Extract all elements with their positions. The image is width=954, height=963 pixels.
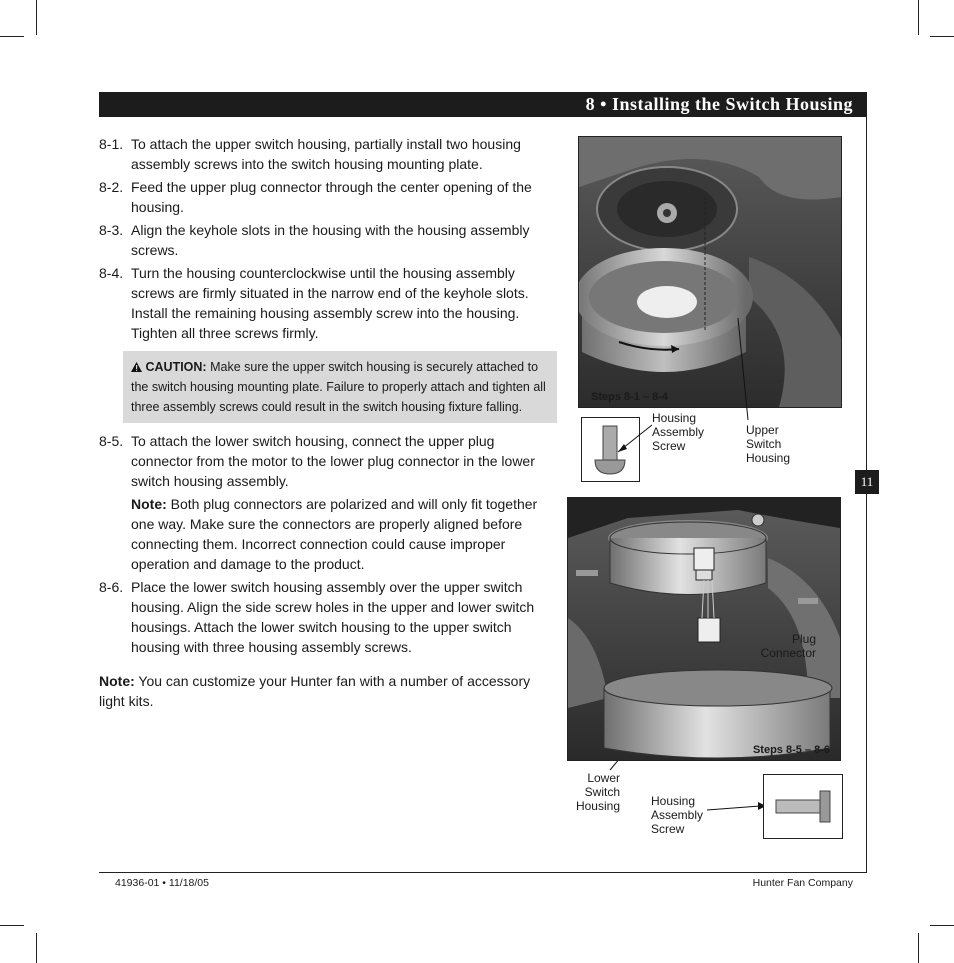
- note-label: Note:: [99, 673, 135, 689]
- figure-steps-5-6: [567, 497, 841, 761]
- step-number: 8-6.: [99, 579, 124, 595]
- label-housing-assembly-screw: Housing Assembly Screw: [652, 411, 705, 453]
- crop-mark: [36, 0, 37, 35]
- label-lower-switch-housing: Lower Switch Housing: [575, 771, 620, 813]
- step-number: 8-1.: [99, 136, 124, 152]
- section-title: 8 • Installing the Switch Housing: [585, 94, 853, 114]
- instructions: [99, 134, 557, 711]
- figure-steps-1-4: [578, 136, 842, 408]
- step-item: [99, 577, 557, 657]
- crop-mark: [918, 0, 919, 35]
- crop-mark: [930, 36, 954, 37]
- screw-detail: [763, 774, 843, 839]
- step-number: 8-4.: [99, 265, 124, 281]
- section-header: [99, 92, 867, 117]
- step-number: 8-3.: [99, 222, 124, 238]
- figure-illustration: [579, 137, 841, 407]
- crop-mark: [0, 36, 24, 37]
- step-text: Turn the housing counterclockwise until the housing assembly screws are firmly situated in the narrow end of the keyhole slots. Install the remaining housing assembly screw into the housing. Tighten all three screws firmly.: [131, 265, 529, 341]
- step-item: [99, 431, 557, 491]
- warning-triangle-icon: [131, 362, 142, 372]
- step-text: Place the lower switch housing assembly over the upper switch housing. Align the side screw holes in the upper and lower switch housings. Attach the lower switch housing to the upper switch housing with three housing assembly screws.: [131, 579, 535, 655]
- screw-icon: [582, 418, 639, 481]
- step-item: [99, 220, 557, 260]
- step-item: [99, 177, 557, 217]
- note-text: Both plug connectors are polarized and will only fit together one way. Make sure the connectors are properly aligned before connecting them. Incorrect connection could cause improper operation and damage to the product.: [131, 496, 538, 572]
- step-item: [99, 134, 557, 174]
- step-note: [131, 494, 557, 574]
- figure-caption: Steps 8-5 – 8-6: [752, 744, 830, 756]
- figure-illustration: [568, 498, 840, 760]
- step-text: To attach the lower switch housing, connect the upper plug connector from the motor to the lower plug connector in the lower switch housing assembly.: [131, 433, 535, 489]
- label-upper-switch-housing: Upper Switch Housing: [746, 423, 791, 465]
- crop-mark: [918, 933, 919, 963]
- caution-label: CAUTION:: [145, 360, 207, 374]
- footer-rule: [99, 872, 867, 873]
- footer-left: 41936-01 • 11/18/05: [115, 877, 209, 889]
- right-rule: [866, 117, 867, 873]
- note-text: You can customize your Hunter fan with a number of accessory light kits.: [99, 673, 531, 709]
- page-number: 11: [855, 470, 879, 494]
- step-item: [99, 263, 557, 343]
- label-housing-assembly-screw: Housing Assembly Screw: [651, 794, 704, 836]
- figure-caption: Steps 8-1 – 8-4: [591, 391, 669, 403]
- caution-text: Make sure the upper switch housing is securely attached to the switch housing mounting plate. Failure to properly attach and tighten all three assembly screws could result in the switch housing fixture falling.: [131, 360, 546, 414]
- crop-mark: [36, 933, 37, 963]
- step-text: To attach the upper switch housing, partially install two housing assembly screws into the switch housing mounting plate.: [131, 136, 521, 172]
- screw-icon: [764, 775, 842, 838]
- step-number: 8-2.: [99, 179, 124, 195]
- screw-detail: [581, 417, 640, 482]
- label-plug-connector: Plug Connector: [760, 632, 816, 660]
- note-label: Note:: [131, 496, 167, 512]
- step-text: Feed the upper plug connector through the center opening of the housing.: [131, 179, 532, 215]
- footer-right: Hunter Fan Company: [752, 877, 853, 889]
- step-number: 8-5.: [99, 433, 124, 449]
- crop-mark: [930, 925, 954, 926]
- caution-box: [123, 351, 557, 423]
- final-note: [99, 671, 557, 711]
- step-text: Align the keyhole slots in the housing with the housing assembly screws.: [131, 222, 530, 258]
- crop-mark: [0, 925, 24, 926]
